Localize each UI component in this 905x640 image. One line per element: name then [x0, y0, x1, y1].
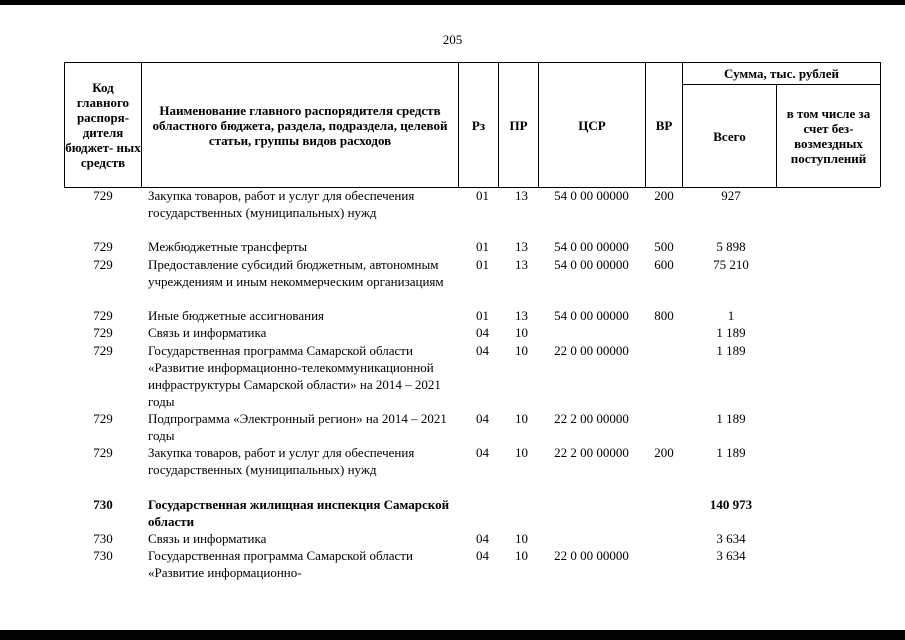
cell-name: Государственная программа Самарской области «Развитие информационно-телекоммуникационной инфраструктуры Самарской области» на 2014 – 2021 годы — [148, 343, 441, 409]
cell-name: Государственная жилищная инспекция Самарской области — [148, 497, 450, 529]
header-total: Всего — [713, 128, 746, 144]
cell-name: Иные бюджетные ассигнования — [148, 308, 325, 323]
cell-code: 729 — [93, 325, 113, 340]
cell-total: 1 189 — [716, 343, 746, 358]
cell-rz: 01 — [476, 188, 489, 203]
cell-name: Предоставление субсидий бюджетным, автономным учреждениям и иным некоммерческим организациям — [148, 257, 444, 289]
cell-csr: 22 2 00 00000 — [554, 445, 629, 460]
cell-total: 5 898 — [716, 239, 746, 254]
cell-csr: 54 0 00 00000 — [554, 308, 629, 323]
cell-rz: 04 — [476, 411, 489, 426]
header-gratis: в том числе за счет без- возмездных поступлений — [786, 106, 871, 166]
cell-vr: 600 — [654, 257, 674, 272]
cell-code: 729 — [93, 308, 113, 323]
cell-code: 729 — [93, 257, 113, 272]
cell-rz: 01 — [476, 257, 489, 272]
cell-name: Межбюджетные трансферты — [148, 239, 308, 254]
cell-total: 75 210 — [713, 257, 749, 272]
header-rz: Рз — [471, 117, 486, 133]
cell-rz: 01 — [476, 239, 489, 254]
cell-name: Закупка товаров, работ и услуг для обеспечения государственных (муниципальных) нужд — [148, 445, 415, 477]
cell-csr: 22 0 00 00000 — [554, 548, 629, 563]
cell-pr: 13 — [515, 308, 528, 323]
col-divider — [141, 62, 142, 187]
cell-total: 1 189 — [716, 445, 746, 460]
cell-total: 1 — [727, 308, 735, 323]
cell-code: 730 — [93, 497, 113, 512]
cell-total: 3 634 — [716, 531, 746, 546]
cell-pr: 13 — [515, 188, 528, 203]
cell-pr: 13 — [515, 257, 528, 272]
cell-name: Подпрограмма «Электронный регион» на 2014 – 2021 годы — [148, 411, 447, 443]
scan-top-edge — [0, 0, 905, 5]
cell-code: 729 — [93, 445, 113, 460]
page-number: 205 — [442, 32, 463, 47]
cell-csr: 22 2 00 00000 — [554, 411, 629, 426]
header-sum-group: Сумма, тыс. рублей — [724, 66, 839, 81]
cell-vr: 200 — [654, 188, 674, 203]
cell-pr: 10 — [515, 531, 528, 546]
cell-pr: 10 — [515, 548, 528, 563]
header-csr: ЦСР — [578, 117, 606, 133]
cell-total: 3 634 — [716, 548, 746, 563]
header-vr: ВР — [655, 117, 673, 133]
cell-pr: 10 — [515, 445, 528, 460]
cell-code: 729 — [93, 239, 113, 254]
cell-vr: 500 — [654, 239, 674, 254]
cell-csr: 54 0 00 00000 — [554, 188, 629, 203]
cell-rz: 04 — [476, 325, 489, 340]
header-pr: ПР — [509, 117, 528, 133]
cell-pr: 10 — [515, 411, 528, 426]
cell-code: 729 — [93, 411, 113, 426]
cell-rz: 01 — [476, 308, 489, 323]
col-divider — [880, 62, 881, 187]
cell-name: Связь и информатика — [148, 531, 267, 546]
cell-name: Связь и информатика — [148, 325, 267, 340]
cell-total: 1 189 — [716, 325, 746, 340]
cell-vr: 200 — [654, 445, 674, 460]
cell-csr: 22 0 00 00000 — [554, 343, 629, 358]
cell-pr: 13 — [515, 239, 528, 254]
header-code: Код главного распоря- дителя бюджет- ных средств — [65, 80, 141, 170]
cell-code: 730 — [93, 548, 113, 563]
cell-csr: 54 0 00 00000 — [554, 239, 629, 254]
cell-name: Государственная программа Самарской области «Развитие информационно- — [148, 548, 413, 580]
cell-pr: 10 — [515, 343, 528, 358]
cell-rz: 04 — [476, 548, 489, 563]
cell-code: 730 — [93, 531, 113, 546]
cell-pr: 10 — [515, 325, 528, 340]
scan-bottom-edge — [0, 630, 905, 640]
cell-total: 140 973 — [709, 497, 753, 512]
header-name: Наименование главного распорядителя средств областного бюджета, раздела, подраздела, целевой статьи, группы видов расходов — [152, 102, 448, 148]
cell-total: 927 — [721, 188, 741, 203]
cell-rz: 04 — [476, 531, 489, 546]
cell-rz: 04 — [476, 445, 489, 460]
cell-rz: 04 — [476, 343, 489, 358]
cell-total: 1 189 — [716, 411, 746, 426]
cell-vr: 800 — [654, 308, 674, 323]
cell-code: 729 — [93, 188, 113, 203]
cell-name: Закупка товаров, работ и услуг для обеспечения государственных (муниципальных) нужд — [148, 188, 415, 220]
cell-code: 729 — [93, 343, 113, 358]
cell-csr: 54 0 00 00000 — [554, 257, 629, 272]
